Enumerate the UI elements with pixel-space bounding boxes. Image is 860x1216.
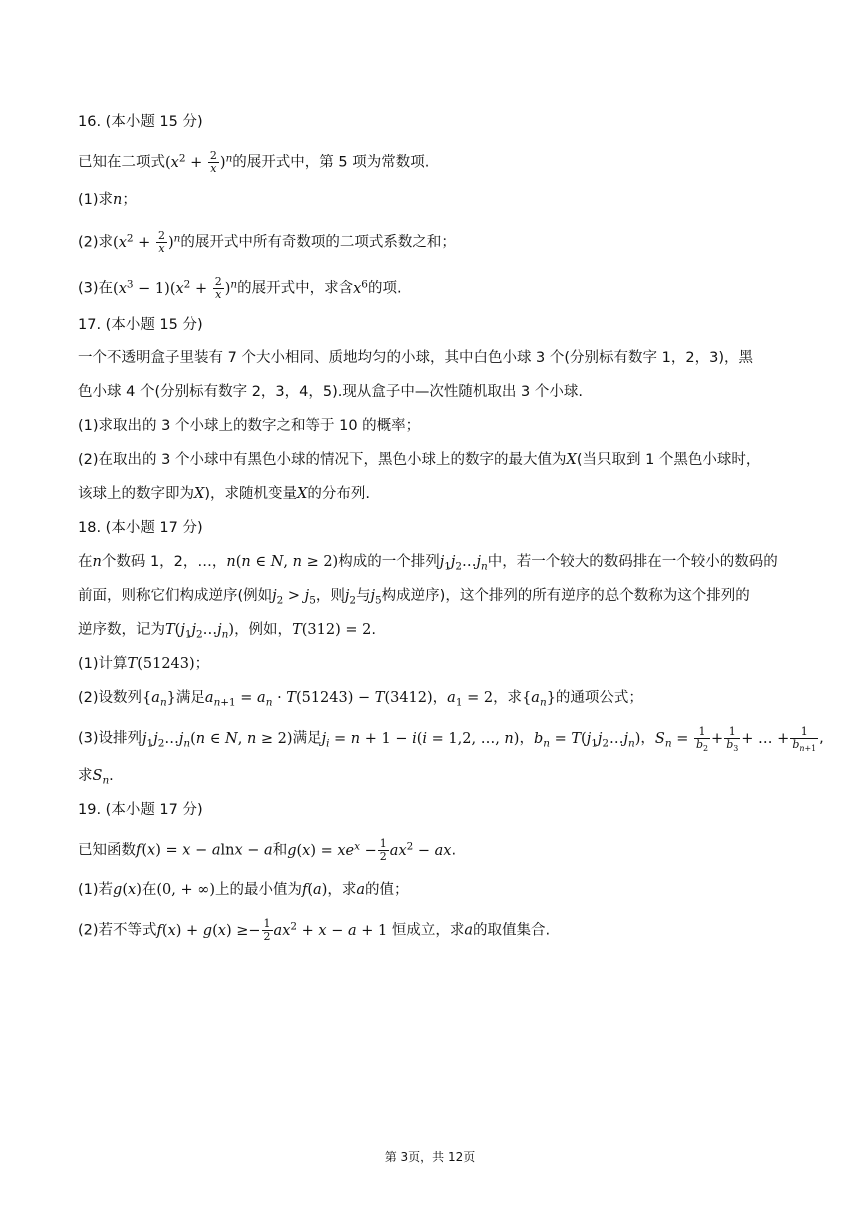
q16-part1-label: (1)求	[78, 192, 114, 208]
q16-part3-text-c: 的项.	[367, 280, 402, 297]
q16-part3-text-b: 的展开式中，求含	[237, 280, 354, 297]
q18-part3-line1: (3)设排列$j_1j_2\dots j_n(n$ ∈ N, n ≥ 2)满足$j_i = n + 1 - i(i = 1,2$, …, n)，$b_n$ = $T(j_1j_2\dots j_n)$，$S_n$ = $\frac{1}{b_2}$ + $\frac{1}{b_3}$ + … + $\frac{1}{b_{n+1}}$ ,	[78, 725, 824, 753]
q16-part3: (3)在$(x^3 - 1)(x^2$ + $\frac{2}{x}$ )$^n$的展开式中，求含$x^6$的项.	[78, 275, 402, 301]
q18-stem-line2: 前面，则称它们构成逆序(例如$j_2 > j_5$，则$j_2$与$j_5$构成逆序)，这个排列的所有逆序的总个数称为这个排列的	[78, 588, 750, 607]
q17-part2-line1: (2)在取出的 3 个小球中有黑色小球的情况下，黑色小球上的数字的最大值为X(当只取到 1 个黑色小球时，	[78, 452, 761, 468]
q16-stem-text-b: 的展开式中，第 5 项为常数项.	[232, 154, 430, 171]
q17-part1: (1)求取出的 3 个小球上的数字之和等于 10 的概率；	[78, 418, 421, 434]
q18-heading: 18. (本小题 17 分)	[78, 520, 203, 536]
q18-part2: (2)设数列$\{a_n\}$满足$a_{n+1} = a_n \cdot T(51243) - T(3412)$，$a_1 = 2$，求$\{a_n\}$的通项公式；	[78, 690, 643, 709]
q16-part2	[78, 230, 456, 255]
q16-part3-expr: $(x^3 - 1)(x^2$ + $\frac{2}{x}$ )$^n$	[113, 275, 238, 301]
q16-part3-text-a: (3)在	[78, 280, 114, 297]
q16-expr-binomial: ($x^2$ + $\frac{2}{x}$ )$^n$	[165, 149, 233, 175]
q16-stem-text-a: 已知在二项式	[78, 154, 165, 171]
q16-part1: (1)求n；	[78, 192, 137, 208]
q16-part2-expr: ($x^2$ + $\frac{2}{x}$ )$^n$	[113, 229, 181, 255]
q16-part2-text-b: 的展开式中所有奇数项的二项式系数之和；	[180, 234, 456, 251]
q18-stem-line3: 逆序数，记为$T(j_1j_2\dots j_n)$，例如，T(312) = 2.	[78, 622, 376, 641]
q19-stem: 已知函数f(x) = x − alnx − a和$g(x) = xe^x$ − $\frac{1}{2}$ $ax^2$ − ax.	[78, 837, 457, 863]
q17-stem-line1: 一个不透明盒子里装有 7 个大小相同、质地均匀的小球，其中白色小球 3 个(分别标有数字 1，2，3)，黑	[78, 350, 753, 366]
q19-part1: (1)若g(x)在(0, + ∞)上的最小值为f(a)，求a的值；	[78, 882, 409, 898]
q16-stem	[78, 150, 429, 175]
page-footer: 第 3页，共 12页	[384, 1150, 476, 1164]
q18-part3-line2: 求$S_n$.	[78, 768, 114, 787]
q17-heading: 17. (本小题 15 分)	[78, 317, 203, 333]
q19-part2: (2)若不等式f(x) + g(x) ≥− $\frac{1}{2}$ $ax^2 + x - a + 1$ 恒成立，求a的取值集合.	[78, 917, 551, 943]
q16-part2-text-a: (2)求	[78, 234, 114, 251]
q19-heading: 19. (本小题 17 分)	[78, 802, 203, 818]
q17-part2-line2: 该球上的数字即为X)，求随机变量X的分布列.	[78, 486, 370, 502]
q18-stem-line1: 在n个数码 1，2，…，n(n ∈ N, n ≥ 2)构成的一个排列$j_1j_2\dots j_n$中，若一个较大的数码排在一个较小的数码的	[78, 554, 778, 573]
q18-part1: (1)计算T(51243)；	[78, 656, 210, 672]
q17-stem-line2: 色小球 4 个(分别标有数字 2，3，4，5).现从盒子中—次性随机取出 3 个小球.	[78, 384, 583, 400]
q16-heading: 16. (本小题 15 分)	[78, 114, 203, 130]
